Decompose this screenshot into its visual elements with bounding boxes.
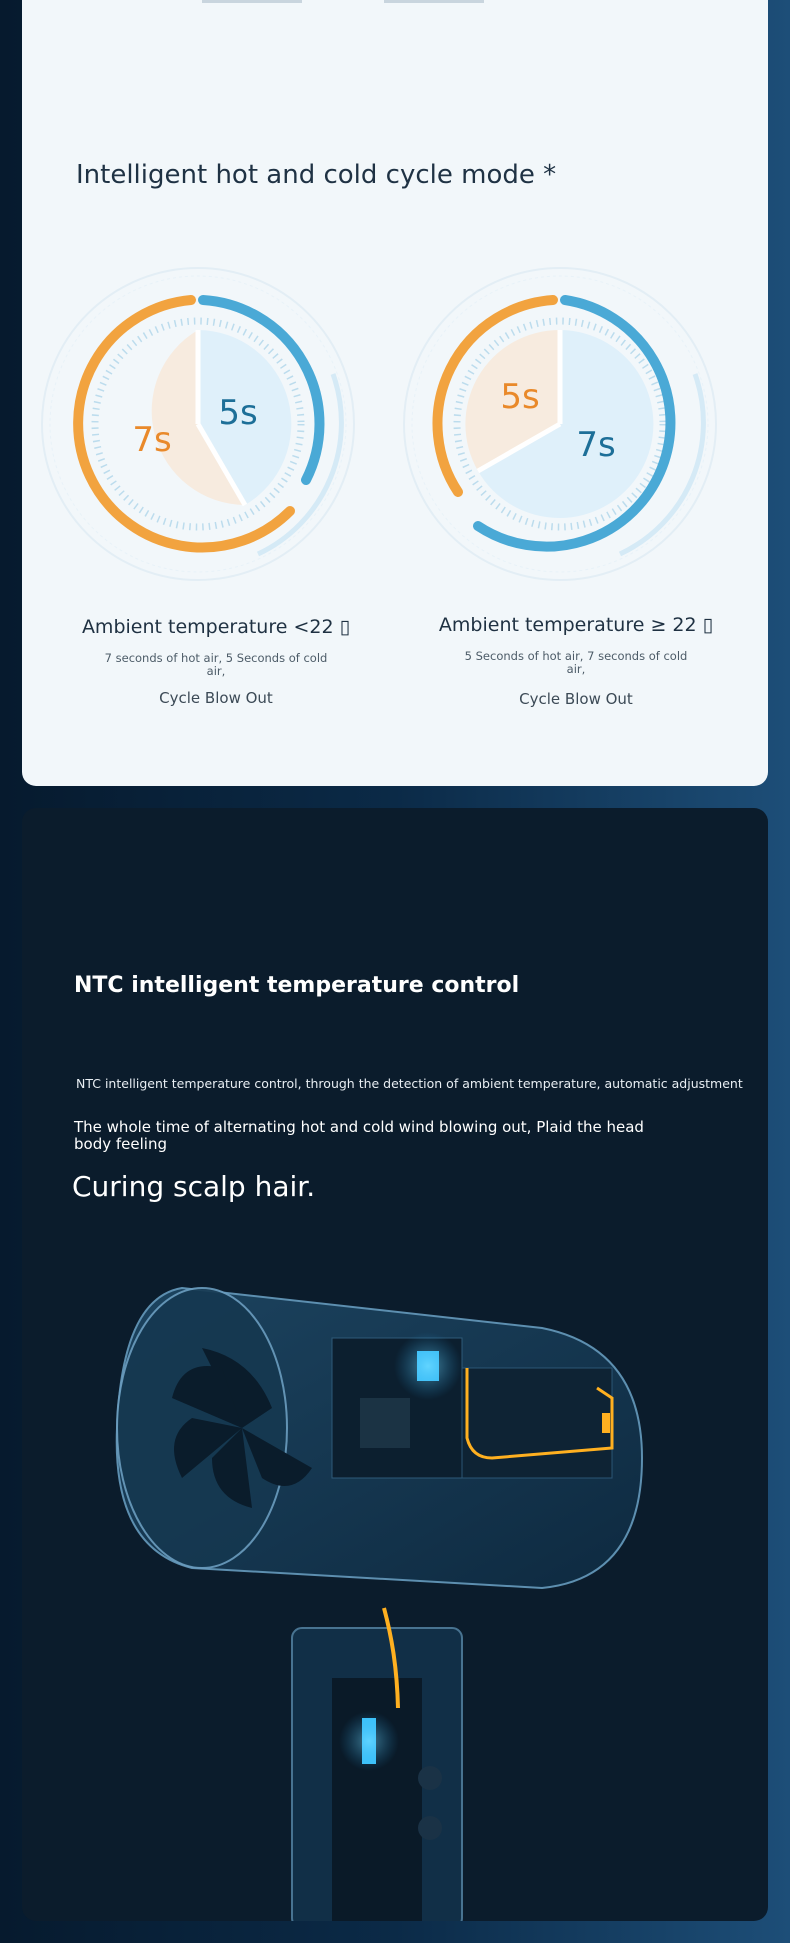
cold-seconds-label: 5s: [218, 393, 258, 433]
cycle-label: Cycle Blow Out: [159, 689, 273, 707]
section-title: Intelligent hot and cold cycle mode *: [76, 160, 557, 190]
cold-seconds-label: 7s: [576, 425, 616, 465]
cycle-dial-graphic: [38, 264, 358, 584]
cycle-dial-cool-ambient: [38, 264, 358, 584]
cycle-dial-graphic: [400, 264, 720, 584]
hot-seconds-label: 7s: [132, 420, 172, 460]
ambient-desc: 7 seconds of hot air, 5 Seconds of cold air,: [104, 651, 328, 678]
cool-ambient-info: [36, 616, 396, 707]
body-line-2: The whole time of alternating hot and cold wind blowing out, Plaid the head body feeling: [74, 1118, 644, 1153]
section-title: NTC intelligent temperature control: [74, 973, 520, 998]
handle-component-1: [418, 1766, 442, 1790]
ntc-sensor: [602, 1413, 610, 1433]
main-led-glow: [394, 1332, 462, 1400]
tagline: Curing scalp hair.: [72, 1170, 316, 1203]
cycle-mode-card: [22, 0, 768, 786]
hair-dryer-illustration: [22, 1248, 768, 1921]
handle-component-2: [418, 1816, 442, 1840]
top-notch-right: [384, 0, 484, 3]
cycle-label: Cycle Blow Out: [519, 690, 633, 708]
ambient-heading: Ambient temperature ≥ 22 ▯: [438, 614, 714, 636]
top-notch-left: [202, 0, 302, 3]
heating-chamber: [462, 1368, 612, 1478]
ambient-heading: Ambient temperature <22 ▯: [81, 616, 351, 638]
warm-ambient-info: [396, 614, 756, 708]
hot-seconds-label: 5s: [500, 377, 540, 417]
ambient-desc: 5 Seconds of hot air, 7 seconds of cold air,: [464, 649, 688, 676]
handle-chip-glow: [339, 1711, 399, 1771]
cycle-dial-warm-ambient: [400, 264, 720, 584]
main-chip: [360, 1398, 410, 1448]
ntc-control-card: [22, 808, 768, 1921]
body-line-1: NTC intelligent temperature control, through the detection of ambient temperature, automatic adjustment: [76, 1076, 743, 1091]
